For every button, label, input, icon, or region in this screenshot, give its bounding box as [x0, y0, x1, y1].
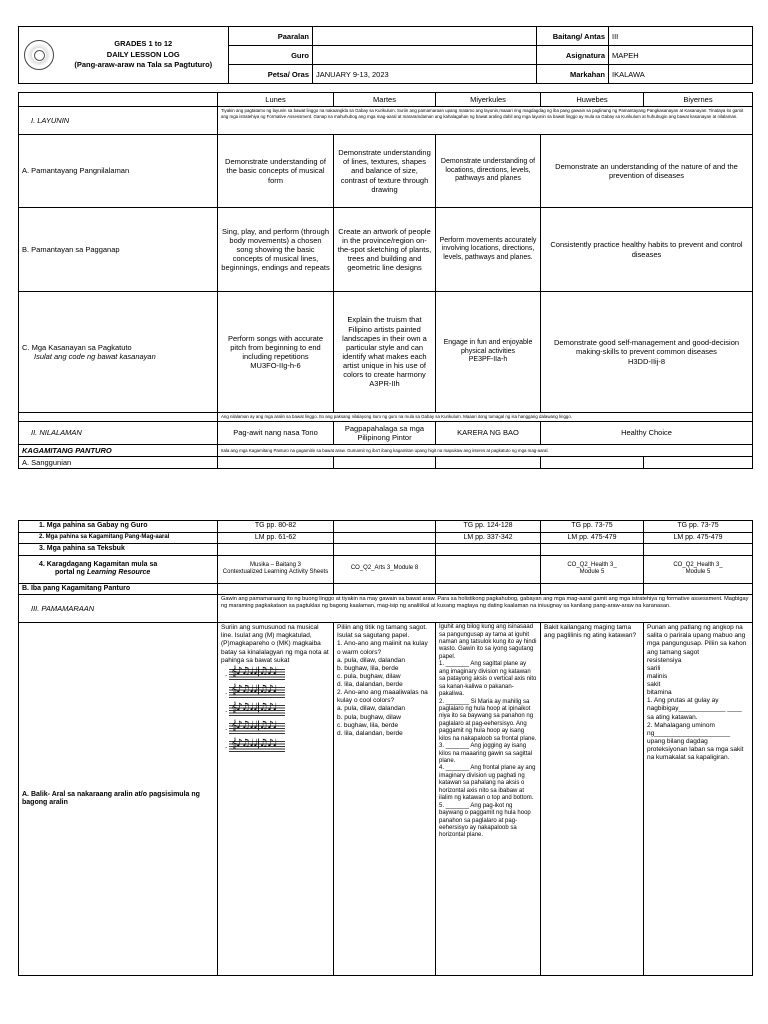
nilalaman-lunes: Pag-awit nang nasa Tono	[218, 422, 334, 445]
layunin-row	[19, 107, 753, 135]
sanggunian-row	[19, 457, 753, 469]
balik-aral-huwebes: Bakit kailangang maging tama ang paglilinis ng ating katawan?	[541, 623, 644, 976]
lm-martes	[334, 532, 436, 544]
music-notes-icon: 𝄞♪♫♩♩|♫♪♩	[231, 665, 277, 677]
title-subtitle: (Pang-araw-araw na Tala sa Pagtuturo)	[74, 60, 213, 70]
music-notes-icon: 𝄞♪♫♩♩|♫♪♩	[231, 737, 277, 749]
music-notes-icon: 𝄞♪♫♩♩|♫♪♩	[231, 719, 277, 731]
guro-label: Guro	[229, 46, 313, 65]
markahan-label: Markahan	[537, 65, 609, 84]
pamamaraan-note: Gawin ang pamamaraang ito ng buong linggo at tiyakin na may gawain sa bawat araw. Para sa holistikong pagkahubog, gabayan ang mga mag-aaral gamit ang mga istratehiya ng formative assessment. Magbigay ng maraming pagkakataon sa pagtuklas ng bagong kaalaman, mag-isip ng analitikal at kusang magtaya ng dating kaalaman na iniuugnay sa kanilang pang-araw-araw na karanasan.	[218, 595, 753, 623]
balik-aral-biyernes: Punan ang patlang ng angkop na salita o parirala upang mabuo ang mga pangungusap. Piliin sa kahon ang tamang sagot resistensiya sarili malinis sakit bitamina 1. Ang prutas at gulay ay nagbibigay_____________ ____ sa ating katawan. 2. Mahalagang uminom ng_____________________ upang bilang dagdag proteksiyonan laban sa mga sakit na kumakalat sa kapaligiran.	[644, 623, 753, 976]
gabay-guro-miyerkules: TG pp. 124-128	[436, 521, 541, 533]
lm-miyerkules: LM pp. 337-342	[436, 532, 541, 544]
music-notes-icon: 𝄞♪♫♩♩|♫♪♩	[231, 701, 277, 713]
paaralan-field[interactable]	[313, 27, 537, 46]
title-dll: DAILY LESSON LOG	[106, 49, 180, 59]
balik-aral-lunes-intro: Suriin ang sumusunod na musical line. Isulat ang (M) magkatulad, (P)magkapareho o (MK) magkaiba batay sa kinalalagyan ng mga nota at pahinga sa bawat sukat	[221, 624, 329, 664]
music-staff-line	[225, 702, 330, 719]
karagdagang-label-line1: 4. Karagdagang Kagamitan mula sa	[39, 560, 158, 568]
staff-bullet: .	[225, 741, 228, 751]
staff-bullet: .	[225, 687, 228, 697]
lm-huwebes: LM pp. 475-479	[541, 532, 644, 544]
music-staff-line	[225, 684, 330, 701]
music-staff-line	[225, 666, 330, 683]
nilalaman-label: II. NILALAMAN	[19, 422, 218, 445]
asignatura-label: Asignatura	[537, 46, 609, 65]
kagamitang-mag-aaral-label: 2. Mga pahina sa Kagamitang Pang-Mag-aaral	[19, 532, 218, 544]
layunin-label: I. LAYUNIN	[19, 107, 218, 135]
title-grades: GRADES 1 to 12	[114, 38, 173, 48]
karagdagang-row	[19, 555, 753, 583]
balik-aral-row	[19, 623, 753, 976]
petsa-field[interactable]: JANUARY 9-13, 2023	[313, 65, 537, 84]
pangnilalaman-martes: Demonstrate understanding of lines, textures, shapes and balance of size, contrast of texture through drawing	[334, 135, 436, 208]
resources-procedure-table	[18, 520, 753, 976]
karagdagang-label-lr: Learning Resource	[86, 569, 151, 577]
karagdagang-label-line2: portal ng	[55, 569, 87, 577]
nilalaman-martes: Pagpapahalaga sa mga Pilipinong Pintor	[334, 422, 436, 445]
baitang-label: Baitang/ Antas	[537, 27, 609, 46]
lm-lunes: LM pp. 61-62	[218, 532, 334, 544]
nilalaman-note-row	[19, 413, 753, 422]
iba-pang-row	[19, 583, 753, 595]
pangnilalaman-huwebes-biyernes: Demonstrate an understanding of the nature of and the prevention of diseases	[541, 135, 753, 208]
music-staff-icon	[229, 665, 285, 680]
pamamaraan-row	[19, 595, 753, 623]
music-staff-line	[225, 720, 330, 737]
kasanayan-sublabel: Isulat ang code ng bawat kasanayan	[34, 352, 156, 361]
day-miyerkules: Miyerkules	[436, 93, 541, 107]
objectives-table	[18, 92, 753, 469]
nilalaman-note: Ang nilalaman ay ang mga aralin sa bawat linggo. Ito ang paksang nilalayong ituro ng guro na mula sa Gabay sa Kurikulum. Maaari itong tumagal ng isa hanggang dalawang linggo.	[218, 413, 753, 422]
gabay-guro-martes	[334, 521, 436, 533]
day-lunes: Lunes	[218, 93, 334, 107]
gabay-guro-label: 1. Mga pahina sa Gabay ng Guro	[19, 521, 218, 533]
pamantayan-pagganap-row	[19, 208, 753, 292]
pamamaraan-label: III. PAMAMARAAN	[19, 595, 218, 623]
nilalaman-row	[19, 422, 753, 445]
lm-biyernes: LM pp. 475-479	[644, 532, 753, 544]
balik-aral-martes: Piliin ang titik ng tamang sagot. Isulat sa sagutang papel. 1. Ano-ano ang maiinit na kulay o warm colors? a. pula, dilaw, dalandan b. bughaw, lila, berde c. pula, bughaw, dilaw d. lila, dalandan, berde 2. Ano-ano ang maaaliwalas na kulay o cool colors? a. pula, dilaw, dalandan b. pula, bughaw, dilaw c. bughaw, lila, berde d. lila, dalandan, berde	[334, 623, 436, 976]
staff-bullet: .	[225, 705, 228, 715]
kasanayan-lunes: Perform songs with accurate pitch from beginning to end including repetitions MU3FO-IIg-h-6	[218, 292, 334, 413]
kasanayan-label-cell	[19, 292, 218, 413]
pangnilalaman-lunes: Demonstrate understanding of the basic concepts of musical form	[218, 135, 334, 208]
pagganap-lunes: Sing, play, and perform (through body movements) a chosen song showing the basic concepts of musical lines, beginnings, endings and repeats	[218, 208, 334, 292]
document-title	[59, 27, 229, 84]
kasanayan-martes: Explain the truism that Filipino artists painted landscapes in their own a particular style and can identify what makes each artist unique in his use of colors to create harmony A3PR-IIh	[334, 292, 436, 413]
iba-pang-label: B. Iba pang Kagamitang Panturo	[19, 583, 218, 595]
day-biyernes: Biyernes	[644, 93, 753, 107]
header-table	[18, 26, 753, 84]
kagamitang-note: Itala ang mga Kagamitang Panturo na gagamitin sa bawat araw. Gumamit ng iba't ibang kagamitan upang higit na mapukaw ang interes at pagkatuto ng mga mag-aaral.	[218, 445, 753, 457]
kasanayan-huwebes-biyernes: Demonstrate good self-management and good-decision making-skills to prevent common diseases H3DD-IIij-8	[541, 292, 753, 413]
asignatura-field[interactable]: MAPEH	[609, 46, 753, 65]
pangnilalaman-miyerkules: Demonstrate understanding of locations, directions, levels, pathways and planes	[436, 135, 541, 208]
balik-aral-label: A. Balik- Aral sa nakaraang aralin at/o pagsisimula ng bagong aralin	[19, 623, 218, 976]
days-header-row	[19, 93, 753, 107]
day-huwebes: Huwebes	[541, 93, 644, 107]
karagdagang-label-cell	[19, 555, 218, 583]
music-staff-line	[225, 738, 330, 755]
teksbuk-row	[19, 544, 753, 556]
gabay-guro-huwebes: TG pp. 73-75	[541, 521, 644, 533]
deped-seal-cell	[19, 27, 59, 84]
karagdagang-huwebes: CO_Q2_Health 3_ Module 5	[541, 555, 644, 583]
kagamitang-row	[19, 445, 753, 457]
pamantayang-pangnilalaman-row	[19, 135, 753, 208]
paaralan-label: Paaralan	[229, 27, 313, 46]
kagamitang-mag-aaral-row	[19, 532, 753, 544]
day-martes: Martes	[334, 93, 436, 107]
gabay-guro-biyernes: TG pp. 73-75	[644, 521, 753, 533]
kasanayan-row	[19, 292, 753, 413]
music-staff-icon	[229, 719, 285, 734]
pagganap-huwebes-biyernes: Consistently practice healthy habits to prevent and control diseases	[541, 208, 753, 292]
music-staff-icon	[229, 737, 285, 752]
balik-aral-lunes	[218, 623, 334, 976]
music-staff-icon	[229, 701, 285, 716]
teksbuk-label: 3. Mga pahina sa Teksbuk	[19, 544, 218, 556]
staff-bullet: .	[225, 669, 228, 679]
staff-bullet: .	[225, 723, 228, 733]
karagdagang-miyerkules	[436, 555, 541, 583]
markahan-field[interactable]: IKALAWA	[609, 65, 753, 84]
pamantayang-pangnilalaman-label: A. Pamantayang Pangnilalaman	[19, 135, 218, 208]
nilalaman-miyerkules: KARERA NG BAO	[436, 422, 541, 445]
petsa-label: Petsa/ Oras	[229, 65, 313, 84]
karagdagang-martes: CO_Q2_Arts 3_Module 8	[334, 555, 436, 583]
sanggunian-label: A. Sanggunian	[19, 457, 218, 469]
music-notes-icon: 𝄞♪♫♩♩|♫♪♩	[231, 683, 277, 695]
pagganap-miyerkules: Perform movements accurately involving locations, directions, levels, pathways and planes.	[436, 208, 541, 292]
kasanayan-miyerkules: Engage in fun and enjoyable physical activities PE3PF-IIa-h	[436, 292, 541, 413]
karagdagang-lunes: Musika – Baitang 3 Contextualized Learning Activity Sheets	[218, 555, 334, 583]
guro-field[interactable]	[313, 46, 537, 65]
karagdagang-biyernes: CO_Q2_Health 3_ Module 5	[644, 555, 753, 583]
pamantayan-pagganap-label: B. Pamantayan sa Pagganap	[19, 208, 218, 292]
gabay-guro-row	[19, 521, 753, 533]
deped-seal-icon	[24, 40, 54, 70]
pagganap-martes: Create an artwork of people in the province/region on-the-spot sketching of plants, trees and building and geometric line designs	[334, 208, 436, 292]
baitang-field[interactable]: III	[609, 27, 753, 46]
music-staff-list	[221, 666, 330, 755]
gabay-guro-lunes: TG pp. 80-82	[218, 521, 334, 533]
music-staff-icon	[229, 683, 285, 698]
nilalaman-huwebes-biyernes: Healthy Choice	[541, 422, 753, 445]
balik-aral-miyerkules: Iguhit ang bilog kung ang isinasaad sa pangungusap ay tama at iguhit naman ang tatsulok kung ito ay hindi wasto. Gawin ito sa iyong sagutang papel. 1. _______ Ang sagittal plane ay ang imaginary division ng katawan sa patayong aksis o vertical axis nito sa kanan-kaliwa o pakanan-pakaliwa. 2. _______ Si Maria ay mahilig sa paglalaro ng hula hoop at ipinaikot niya ito sa baywang sa panahon ng paglalaro at pag-eehersisyo. Ang paggamit ng hula hoop ay isang kilos na nakapaloob sa frontal plane. 3. _______ Ang jogging ay isang kilos na maaaring gawin sa sagittal plane. 4. _______ Ang frontal plane ay ang imaginary division ug paghati ng katawan sa pahalang na aksis o horizontal axis nito sa ibabaw at ilalim ng katawan o top and bottom. 5. _______ Ang pag-ikot ng baywang o paggamit ng hula hoop panahon sa paglalaro at pag-eehersisyo ay nakapaloob sa horizontal plane.	[436, 623, 541, 976]
kagamitang-label: KAGAMITANG PANTURO	[19, 445, 218, 457]
kasanayan-label: C. Mga Kasanayan sa Pagkatuto	[22, 342, 132, 352]
layunin-note: Tiyakin ang pagtatamo ng layunin sa bawat linggo na nakaangkla sa Gabay sa Kurikulum. Suriin ang pamamaraan upang matamo ang layunin,maaari ring magdagdag ng iba pang gawain sa paglinang ng Pamantayang Pangkasanayan at Kasanayan. Tinataya ito gamit ang mga istratehiya ng Formative Assessment. Ganap na mahuhubog ang mga mag-aaral at mararamdaman ang kahalagahan ng bawat araling dahil ang mga layunin sa bawat linggo ay mula sa Gabay sa Kurikulum at huhubugin ang bawat kasanayan at nilalaman.	[218, 107, 753, 135]
